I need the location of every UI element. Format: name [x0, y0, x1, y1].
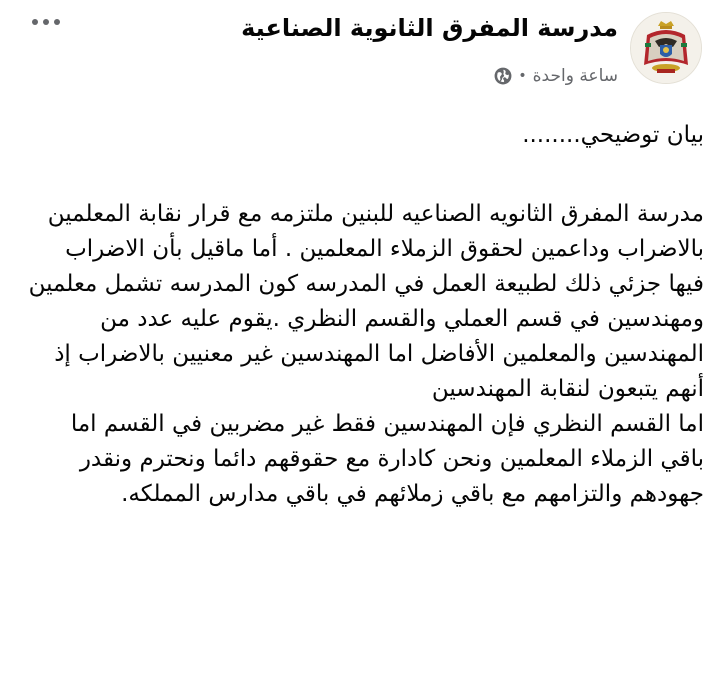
avatar[interactable] — [630, 12, 702, 84]
more-options-icon — [32, 19, 38, 25]
more-options-button[interactable] — [26, 10, 66, 34]
jordan-coat-of-arms-icon — [631, 13, 701, 83]
post-meta — [494, 66, 618, 86]
post-timestamp[interactable]: ساعة واحدة — [532, 66, 618, 86]
page-name[interactable]: مدرسة المفرق الثانوية الصناعية — [241, 14, 618, 42]
post-body — [28, 118, 704, 512]
more-options-icon — [54, 19, 60, 25]
post-header — [0, 0, 720, 100]
meta-separator: • — [518, 68, 527, 84]
post-title: بيان توضيحي........ — [522, 122, 704, 148]
globe-icon[interactable] — [494, 67, 512, 85]
post-paragraph: مدرسة المفرق الثانويه الصناعيه للبنين ملتزمه مع قرار نقابة المعلمين بالاضراب وداعمين لحقوق الزملاء المعلمين . أما ماقيل بأن الاضراب فيها جزئي ذلك لطبيعة العمل في المدرسه كون المدرسه تشمل معلمين ومهندسين في قسم العملي والقسم النظري .يقوم عليه عدد من المهندسين والمعلمين الأفاضل اما المهندسين غير معنيين بالاضراب إذ أنهم يتبعون لنقابة المهندسين — [28, 200, 704, 402]
post-paragraph: اما القسم النظري فإن المهندسين فقط غير مضربين في القسم اما باقي الزملاء المعلمين ونحن كادارة مع حقوقهم دائما ونحترم ونقدر جهودهم والتزامهم مع باقي زملائهم في باقي مدارس المملكه. — [70, 410, 704, 507]
more-options-icon — [43, 19, 49, 25]
